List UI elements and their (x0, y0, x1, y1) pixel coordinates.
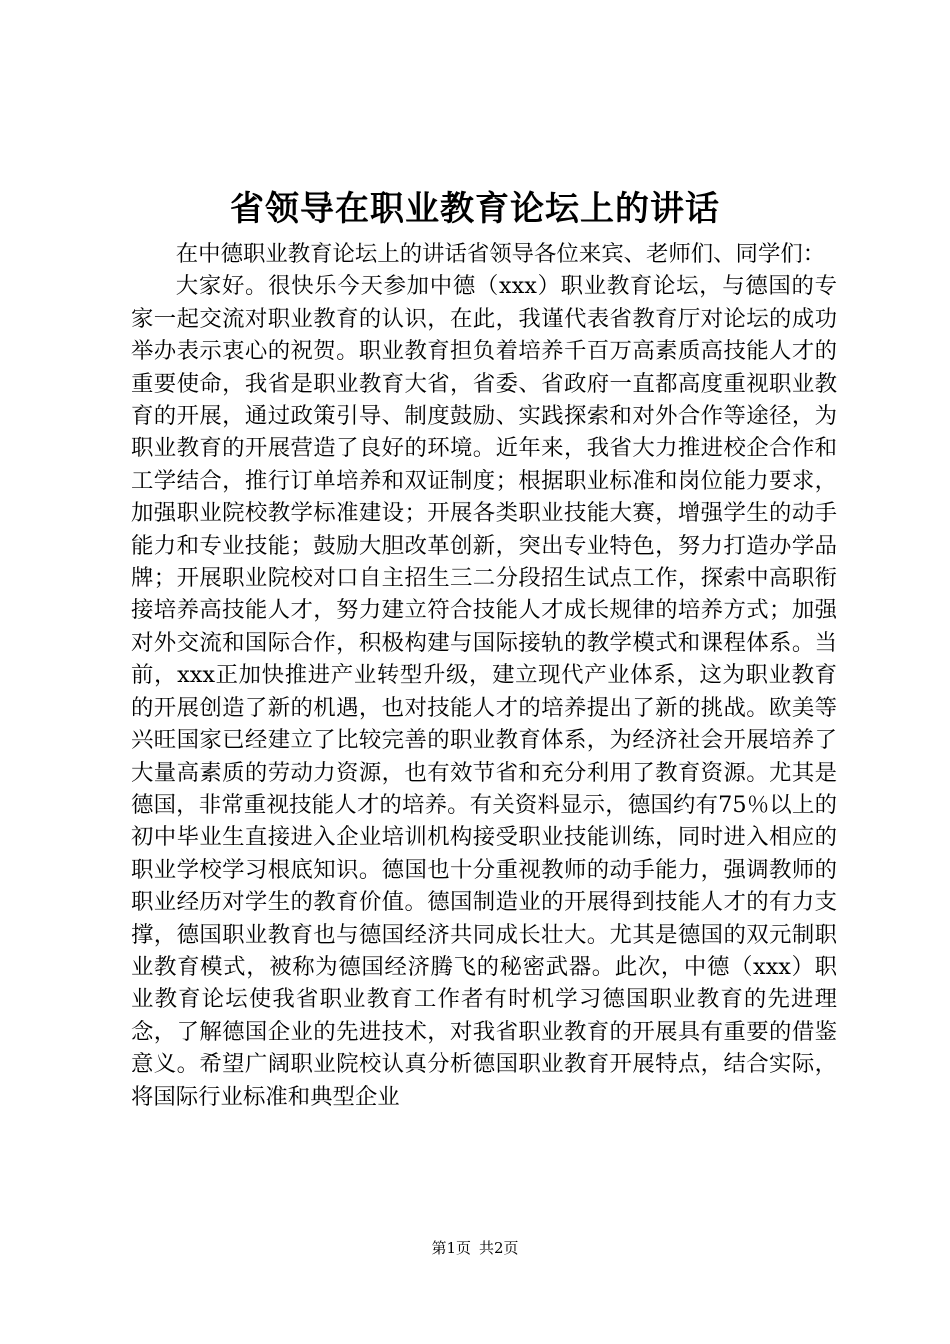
page-total: 共2页 (479, 1239, 519, 1257)
page-footer (0, 1238, 950, 1258)
salutation-paragraph: 在中德职业教育论坛上的讲话省领导各位来宾、老师们、同学们： (175, 241, 826, 267)
document-body (131, 238, 837, 1113)
document-title: 省领导在职业教育论坛上的讲话 (230, 189, 720, 229)
speech-paragraph: 大家好。很快乐今天参加中德（xxx）职业教育论坛，与德国的专家一起交流对职业教育的认识，在此，我谨代表省教育厅对论坛的成功举办表示衷心的祝贺。职业教育担负着培养千百万高素质高技能人才的重要使命，我省是职业教育大省，省委、省政府一直都高度重视职业教育的开展，通过政策引导、制度鼓励、实践探索和对外合作等途径，为职业教育的开展营造了良好的环境。近年来，我省大力推进校企合作和工学结合，推行订单培养和双证制度；根据职业标准和岗位能力要求，加强职业院校教学标准建设；开展各类职业技能大赛，增强学生的动手能力和专业技能；鼓励大胆改革创新，突出专业特色，努力打造办学品牌；开展职业院校对口自主招生三二分段招生试点工作，探索中高职衔接培养高技能人才，努力建立符合技能人才成长规律的培养方式；加强对外交流和国际合作，积极构建与国际接轨的教学模式和课程体系。当前，xxx正加快推进产业转型升级，建立现代产业体系，这为职业教育的开展创造了新的机遇，也对技能人才的培养提出了新的挑战。欧美等兴旺国家已经建立了比较完善的职业教育体系，为经济社会开展培养了大量高素质的劳动力资源，也有效节省和充分利用了教育资源。尤其是德国，非常重视技能人才的培养。有关资料显示，德国约有75％以上的初中毕业生直接进入企业培训机构接受职业技能训练，同时进入相应的职业学校学习根底知识。德国也十分重视教师的动手能力，强调教师的职业经历对学生的教育价值。德国制造业的开展得到技能人才的有力支撑，德国职业教育也与德国经济共同成长壮大。尤其是德国的双元制职业教育模式，被称为德国经济腾飞的秘密武器。此次，中德（xxx）职业教育论坛使我省职业教育工作者有时机学习德国职业教育的先进理念，了解德国企业的先进技术，对我省职业教育的开展具有重要的借鉴意义。希望广阔职业院校认真分析德国职业教育开展特点，结合实际，将国际行业标准和典型企业 (131, 273, 837, 1110)
page-number: 第1页 (431, 1239, 471, 1257)
